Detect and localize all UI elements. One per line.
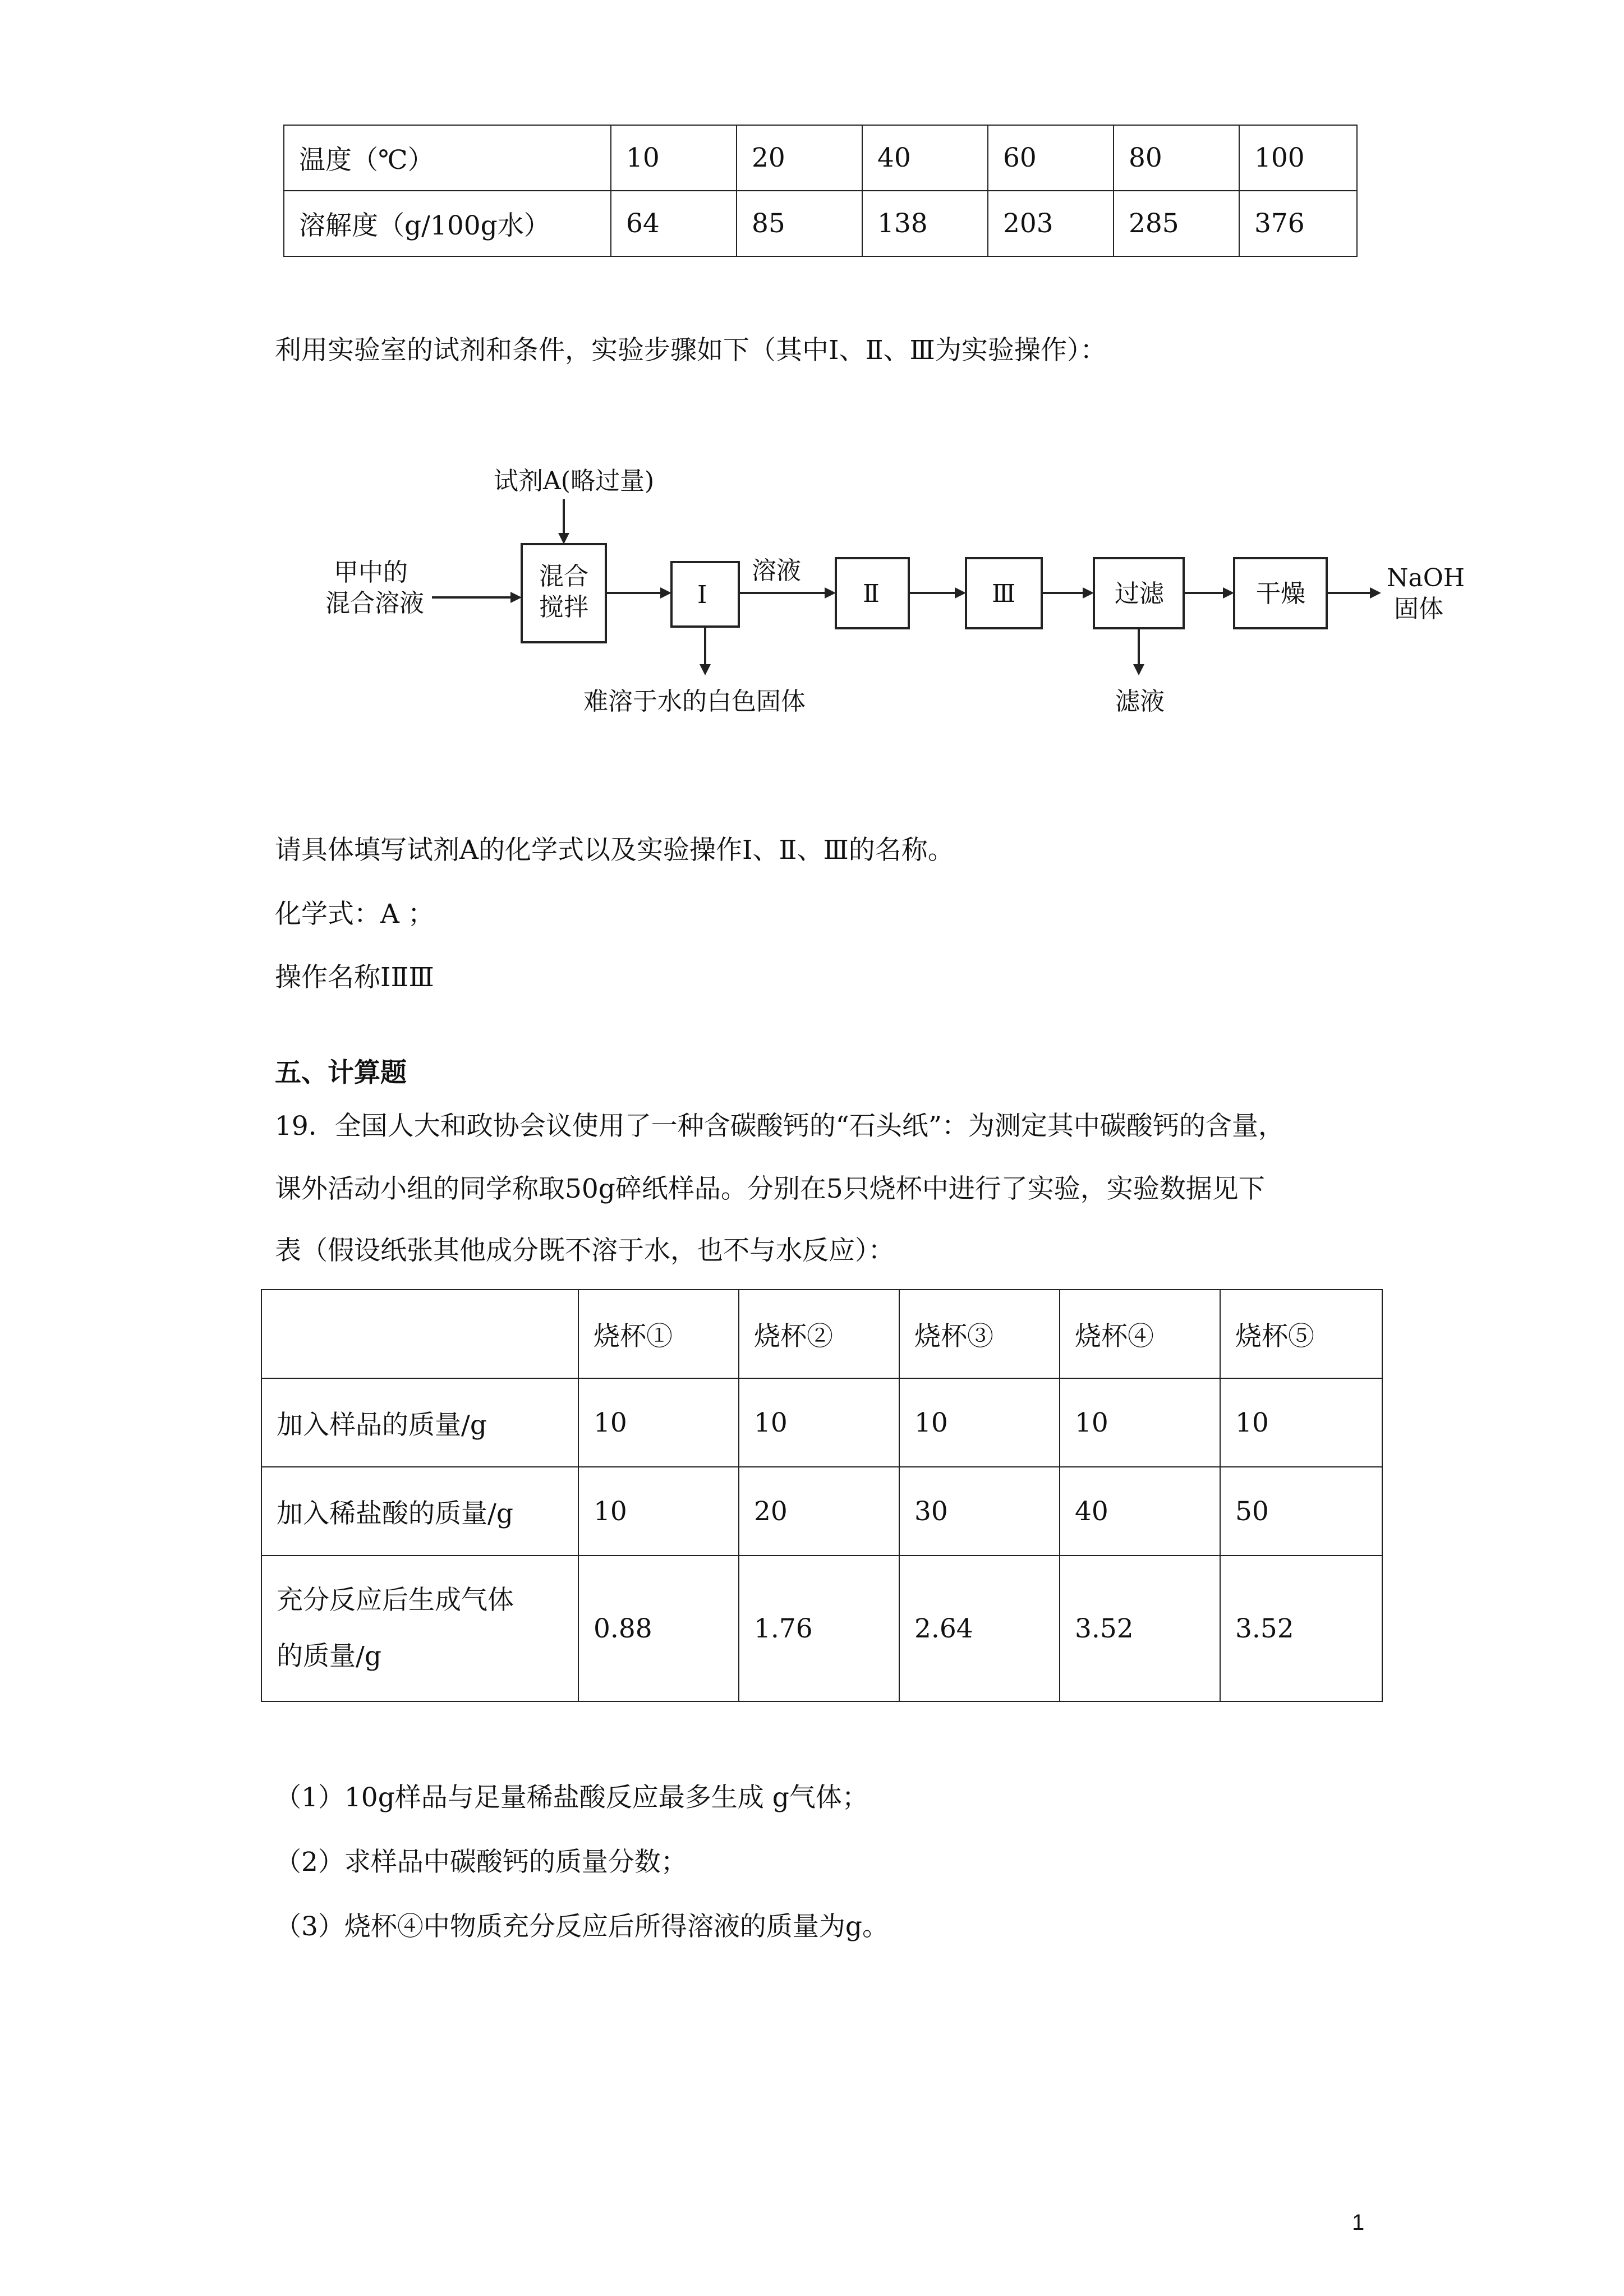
- formula-line: 化学式：A ；: [275, 899, 434, 930]
- temperature-cell: 80: [1114, 125, 1239, 191]
- temperature-cell: 10: [611, 125, 737, 191]
- row-label-gas-mass-line1: 充分反应后生成气体: [277, 1585, 514, 1616]
- op3-label: Ⅲ: [992, 579, 1016, 608]
- dry-label: 干燥: [1256, 579, 1305, 608]
- row-label-gas-mass-line2: 的质量/g: [277, 1641, 381, 1672]
- question-text: 请具体填写试剂A的化学式以及实验操作Ⅰ、Ⅱ、Ⅲ的名称。: [275, 835, 954, 866]
- reagent-arrow-head: [558, 533, 569, 544]
- solubility-cell: 203: [988, 191, 1114, 256]
- output-label-line1: NaOH: [1387, 564, 1465, 592]
- beaker-header: 烧杯④: [1060, 1290, 1220, 1378]
- temperature-header: 温度（℃）: [284, 125, 611, 191]
- flow-diagram: [314, 460, 1487, 724]
- op1-label: Ⅰ: [697, 581, 707, 609]
- acid-mass-cell: 40: [1060, 1467, 1220, 1556]
- gas-mass-cell: 2.64: [899, 1556, 1060, 1701]
- temperature-cell: 40: [862, 125, 988, 191]
- output-label-line2: 固体: [1394, 595, 1443, 623]
- row-label-sample-mass: 加入样品的质量/g: [261, 1378, 578, 1467]
- problem19-line2: 课外活动小组的同学称取50g碎纸样品。分别在5只烧杯中进行了实验，实验数据见下: [275, 1174, 1265, 1204]
- gas-mass-cell: 0.88: [578, 1556, 739, 1701]
- solubility-cell: 285: [1114, 191, 1239, 256]
- temperature-cell: 100: [1239, 125, 1357, 191]
- beaker-header: 烧杯③: [899, 1290, 1060, 1378]
- gas-mass-cell: 3.52: [1060, 1556, 1220, 1701]
- beaker-table: [261, 1289, 1383, 1702]
- intro-text: 利用实验室的试剂和条件，实验步骤如下（其中Ⅰ、Ⅱ、Ⅲ为实验操作）：: [275, 335, 1107, 366]
- beaker-header: 烧杯⑤: [1220, 1290, 1382, 1378]
- input-label-line1: 甲中的: [334, 558, 408, 587]
- solubility-table: [283, 125, 1358, 257]
- question-2: （2）求样品中碳酸钙的质量分数；: [275, 1847, 687, 1878]
- op3-to-filter-head: [1083, 587, 1094, 599]
- question-1: （1）10g样品与足量稀盐酸反应最多生成 g气体；: [275, 1782, 868, 1813]
- beaker-table-corner: [261, 1290, 578, 1378]
- precipitate-arrow-head: [700, 664, 711, 675]
- section-title: 五、计算题: [275, 1057, 407, 1088]
- filtrate-label: 滤液: [1115, 687, 1165, 716]
- solubility-cell: 138: [862, 191, 988, 256]
- mix-label-line2: 搅拌: [539, 593, 588, 622]
- op2-label: Ⅱ: [863, 579, 880, 608]
- problem19-line1: 19．全国人大和政协会议使用了一种含碳酸钙的“石头纸”：为测定其中碳酸钙的含量，: [275, 1111, 1285, 1142]
- gas-mass-cell: 3.52: [1220, 1556, 1382, 1701]
- row-label-gas-mass: [261, 1556, 578, 1701]
- dry-to-output-head: [1370, 587, 1381, 599]
- sample-mass-cell: 10: [739, 1378, 899, 1467]
- acid-mass-cell: 10: [578, 1467, 739, 1556]
- operation-line: 操作名称ⅠⅡⅢ: [275, 962, 434, 993]
- op1-to-op2-head: [825, 587, 836, 599]
- gas-mass-cell: 1.76: [739, 1556, 899, 1701]
- acid-mass-cell: 50: [1220, 1467, 1382, 1556]
- precipitate-label: 难溶于水的白色固体: [583, 687, 806, 716]
- op2-to-op3-head: [955, 587, 966, 599]
- mix-to-op1-head: [660, 587, 671, 599]
- input-label-line2: 混合溶液: [325, 589, 424, 618]
- temperature-cell: 60: [988, 125, 1114, 191]
- solubility-header: 溶解度（g/100g水）: [284, 191, 611, 256]
- row-label-acid-mass: 加入稀盐酸的质量/g: [261, 1467, 578, 1556]
- solubility-cell: 85: [737, 191, 862, 256]
- input-arrow-head: [510, 592, 522, 603]
- solution-label: 溶液: [752, 556, 801, 585]
- beaker-header: 烧杯②: [739, 1290, 899, 1378]
- filter-label: 过滤: [1115, 579, 1164, 608]
- problem19-line3: 表（假设纸张其他成分既不溶于水，也不与水反应）：: [275, 1235, 895, 1266]
- filter-to-dry-head: [1223, 587, 1234, 599]
- sample-mass-cell: 10: [1060, 1378, 1220, 1467]
- reagent-label: 试剂A(略过量): [494, 467, 655, 495]
- mix-label-line1: 混合: [539, 562, 588, 591]
- solubility-cell: 64: [611, 191, 737, 256]
- question-3: （3）烧杯④中物质充分反应后所得溶液的质量为g。: [275, 1911, 889, 1942]
- acid-mass-cell: 20: [739, 1467, 899, 1556]
- page-number: 1: [1352, 2210, 1365, 2235]
- acid-mass-cell: 30: [899, 1467, 1060, 1556]
- sample-mass-cell: 10: [578, 1378, 739, 1467]
- beaker-header: 烧杯①: [578, 1290, 739, 1378]
- filtrate-arrow-head: [1133, 664, 1144, 675]
- sample-mass-cell: 10: [899, 1378, 1060, 1467]
- temperature-cell: 20: [737, 125, 862, 191]
- solubility-cell: 376: [1239, 191, 1357, 256]
- sample-mass-cell: 10: [1220, 1378, 1382, 1467]
